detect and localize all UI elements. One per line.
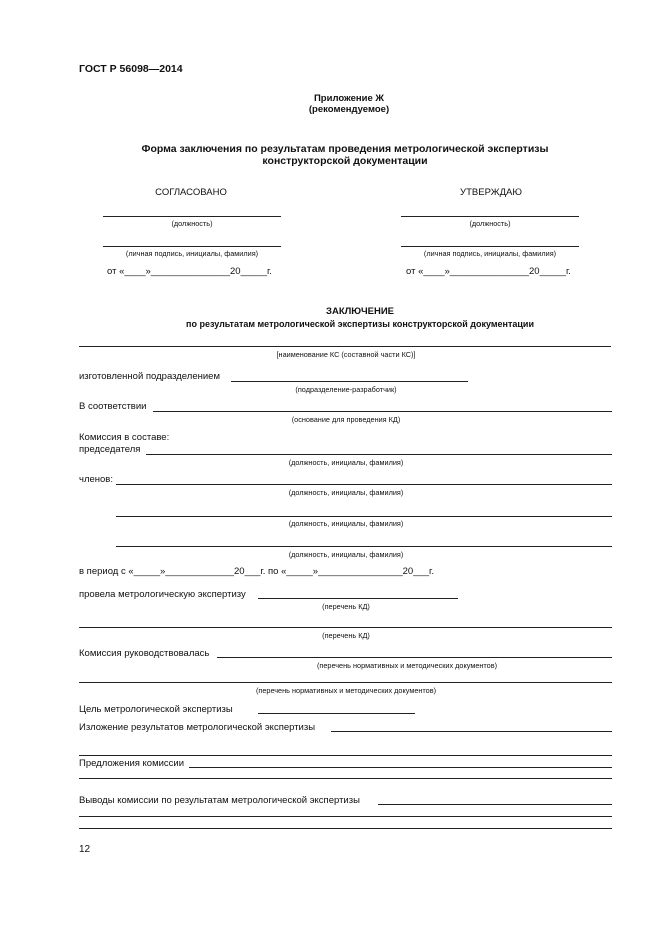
made-by-caption: (подразделение-разработчик) [295, 385, 397, 394]
right-position-caption: (должность) [469, 219, 511, 228]
conclusions-label: Выводы комиссии по результатам метрологической экспертизы [79, 795, 360, 806]
approved-heading: УТВЕРЖДАЮ [460, 187, 522, 198]
according-label: В соответствии [79, 401, 147, 412]
conclusions-line-2 [79, 816, 612, 817]
proposals-label: Предложения комиссии [79, 758, 185, 769]
right-date-line: от «____»_______________20_____г. [406, 266, 571, 277]
chairman-label: председателя [79, 444, 141, 455]
member-line-3 [116, 546, 612, 547]
made-by-line [231, 381, 468, 382]
page-number: 12 [79, 844, 91, 855]
proposals-line-2 [79, 778, 612, 779]
according-line [153, 411, 612, 412]
left-signature-caption: (личная подпись, инициалы, фамилия) [125, 249, 259, 258]
appendix-subtitle: (рекомендуемое) [308, 104, 390, 115]
conducted-line [258, 598, 458, 599]
member-caption-3: (должность, инициалы, фамилия) [288, 550, 404, 559]
docs-line [79, 682, 612, 683]
right-signature-line [401, 246, 579, 247]
results-line-1 [331, 731, 612, 732]
chairman-line [146, 454, 612, 455]
made-by-label: изготовленной подразделением [79, 371, 220, 382]
kd-list-caption-2: (перечень КД) [322, 631, 370, 640]
guided-line [217, 657, 612, 658]
period-text: в период с «_____»_____________20___г. по «_____»________________20___г. [79, 566, 434, 577]
conclusions-line-1 [378, 804, 612, 805]
member-line-1 [116, 484, 612, 485]
conducted-label: провела метрологическую экспертизу [79, 589, 246, 600]
agreed-heading: СОГЛАСОВАНО [155, 187, 227, 198]
conclusion-subtitle: по результатам метрологической экспертизы конструкторской документации [186, 319, 534, 329]
docs-caption-1: (перечень нормативных и методических документов) [316, 661, 498, 670]
commission-label: Комиссия в составе: [79, 432, 170, 443]
conclusions-line-3 [79, 828, 612, 829]
appendix-title: Приложение Ж [313, 93, 385, 104]
conclusion-title: ЗАКЛЮЧЕНИЕ [326, 306, 394, 317]
docs-caption-2: (перечень нормативных и методических документов) [255, 686, 437, 695]
kd-list-line [79, 627, 612, 628]
left-position-line [103, 216, 281, 217]
left-position-caption: (должность) [171, 219, 213, 228]
member-line-2 [116, 516, 612, 517]
according-caption: (основание для проведения КД) [291, 415, 401, 424]
kd-list-caption-1: (перечень КД) [322, 602, 370, 611]
results-line-2 [79, 755, 612, 756]
member-caption-2: (должность, инициалы, фамилия) [288, 519, 404, 528]
form-title-line2: конструкторской документации [262, 155, 428, 167]
guided-label: Комиссия руководствовалась [79, 648, 210, 659]
right-signature-caption: (личная подпись, инициалы, фамилия) [423, 249, 557, 258]
form-title-line1: Форма заключения по результатам проведения метрологической экспертизы [141, 143, 549, 155]
ks-name-line [79, 346, 611, 347]
members-label: членов: [79, 474, 113, 485]
ks-name-caption: [наименование КС (составной части КС)] [276, 350, 416, 359]
results-label: Изложение результатов метрологической экспертизы [79, 722, 316, 733]
goal-label: Цель метрологической экспертизы [79, 704, 233, 715]
standard-number: ГОСТ Р 56098—2014 [79, 63, 183, 75]
proposals-line-1 [189, 767, 612, 768]
member-caption-1: (должность, инициалы, фамилия) [288, 488, 404, 497]
left-signature-line [103, 246, 281, 247]
chairman-caption: (должность, инициалы, фамилия) [288, 458, 404, 467]
right-position-line [401, 216, 579, 217]
goal-line [258, 713, 415, 714]
left-date-line: от «____»_______________20_____г. [107, 266, 272, 277]
